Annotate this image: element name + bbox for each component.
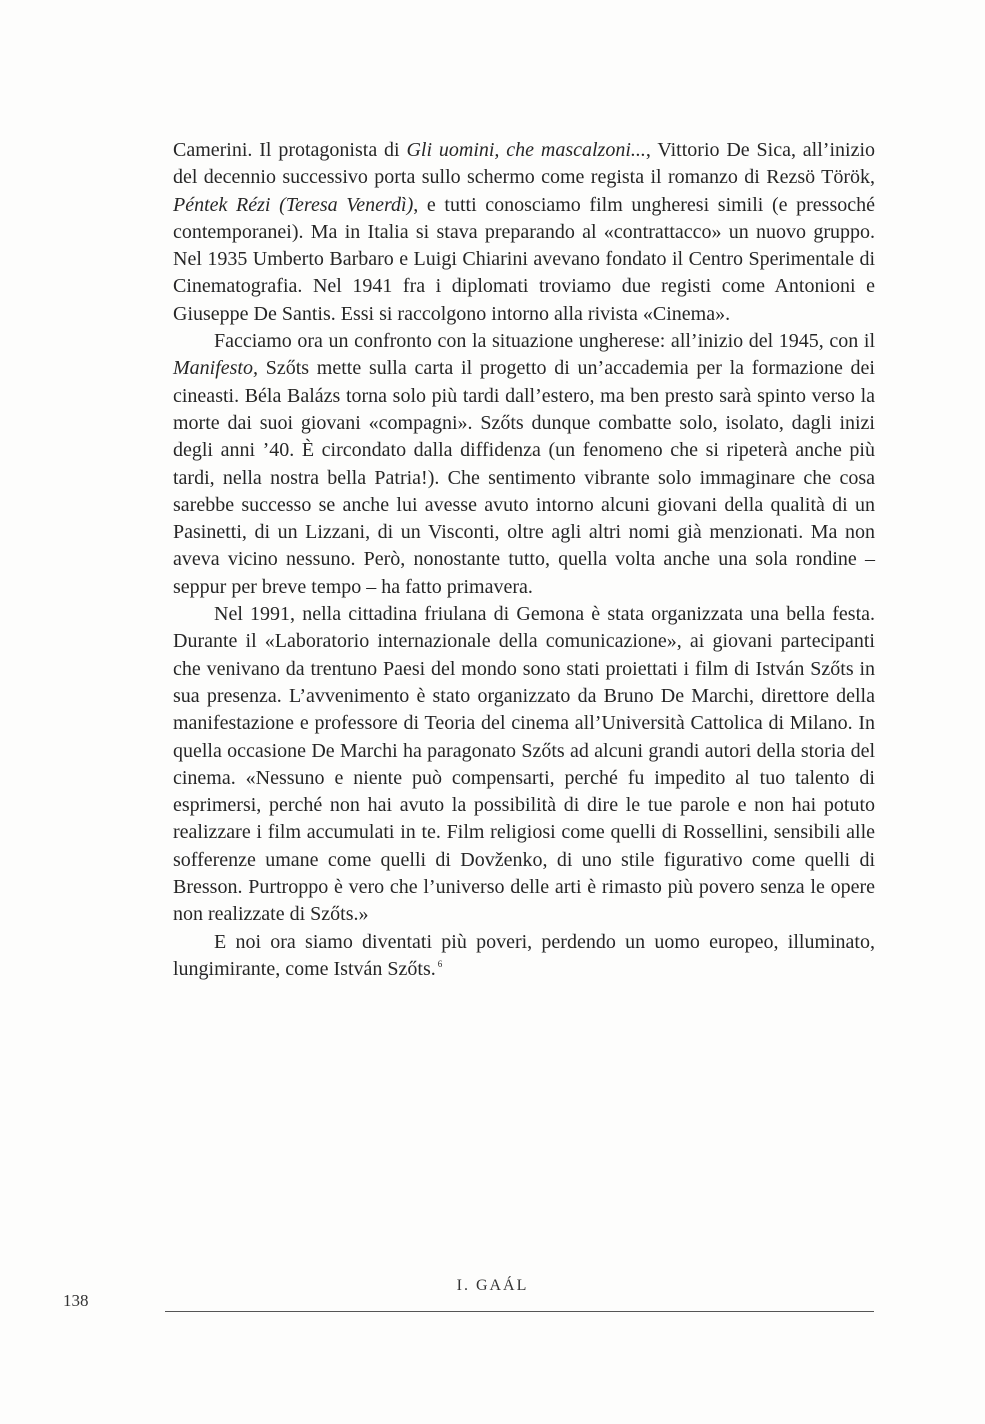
- paragraph-1: [173, 137, 875, 328]
- body-text: [173, 137, 875, 983]
- paragraph-1-text-c: , Vittorio De Sica, all’inizio del decennio successivo porta sullo schermo come regista il romanzo di Rezsö Török,: [173, 139, 876, 189]
- paragraph-2-text-a: Facciamo ora un confronto con la situazione ungherese: all’inizio del 1945, con il: [214, 330, 875, 353]
- paragraph-2-text-c: Szőts mette sulla carta il progetto di un’accademia per la formazione dei cineasti. Béla Balázs torna solo più tardi dall’estero, ma ben presto sarà spinto verso la morte dai suoi giovani «compagni». Szőts dunque combatte solo, isolato, dagli inizi degli anni ’40. È circondato dalla diffidenza (un fenomeno che si ripeterà anche più tardi, nella nostra bella Patria!). Che sentimento vibrante solo immaginare che cosa sarebbe successo se anche lui avesse avuto intorno alcuni giovani della qualità di un Pasinetti, di un Lizzani, di un Visconti, oltre agli altri nomi già menzionati. Ma non aveva vicino nessuno. Però, nonostante tutto, quella volta anche una sola rondine – seppur per breve tempo – ha fatto primavera.: [173, 357, 875, 598]
- paragraph-3: Nel 1991, nella cittadina friulana di Gemona è stata organizzata una bella festa. Durante il «Laboratorio internazionale della comunicazione», ai giovani partecipanti che venivano da trentuno Paesi del mondo sono stati proiettati i film di István Szőts in sua presenza. L’avvenimento è stato organizzato da Bruno De Marchi, direttore della manifestazione e professore di Teoria del cinema all’Università Cattolica di Milano. In quella occasione De Marchi ha paragonato Szőts ad alcuni grandi autori della storia del cinema. «Nessuno e niente può compensarti, perché fu impedito al tuo talento di esprimersi, perché non hai avuto la possibilità di dire le tue parole e non hai potuto realizzare i film accumulati in te. Film religiosi come quelli di Rossellini, sensibili alle sofferenze umane come quelli di Dovženko, di uno stile figurativo come quelli di Bresson. Purtroppo è vero che l’universo delle arti è rimasto più povero senza le opere non realizzate di Szőts.»: [173, 603, 875, 926]
- running-head: I. GAÁL: [456, 1277, 529, 1294]
- film-title-pentek-rezi: Péntek Rézi (Teresa Venerdì): [173, 193, 414, 216]
- page-footer: [0, 1270, 985, 1330]
- paragraph-2: [173, 328, 875, 601]
- footnote-reference[interactable]: 6: [437, 959, 443, 970]
- paragraph-4: [173, 929, 875, 984]
- paragraph-1-text-a: Camerini. Il protagonista di: [173, 139, 407, 161]
- title-manifesto: Manifesto,: [173, 357, 258, 380]
- footer-divider: [165, 1311, 874, 1312]
- paragraph-4-text: E noi ora siamo diventati più poveri, perdendo un uomo europeo, illuminato, lungimirante, come István Szőts.: [173, 930, 875, 980]
- paragraph-1-text-e: , e tutti conosciamo film ungheresi simili (e pressoché contemporanei). Ma in Italia si stava preparando al «contrattacco» un nuovo gruppo. Nel 1935 Umberto Barbaro e Luigi Chiarini avevano fondato il Centro Sperimentale di Cinematografia. Nel 1941 fra i diplomati troviamo due registi come Antonioni e Giuseppe De Santis. Essi si raccolgono intorno alla rivista «Cinema».: [173, 193, 876, 325]
- film-title-gli-uomini: Gli uomini, che mascalzoni...: [406, 139, 646, 161]
- page-number: 138: [63, 1291, 89, 1310]
